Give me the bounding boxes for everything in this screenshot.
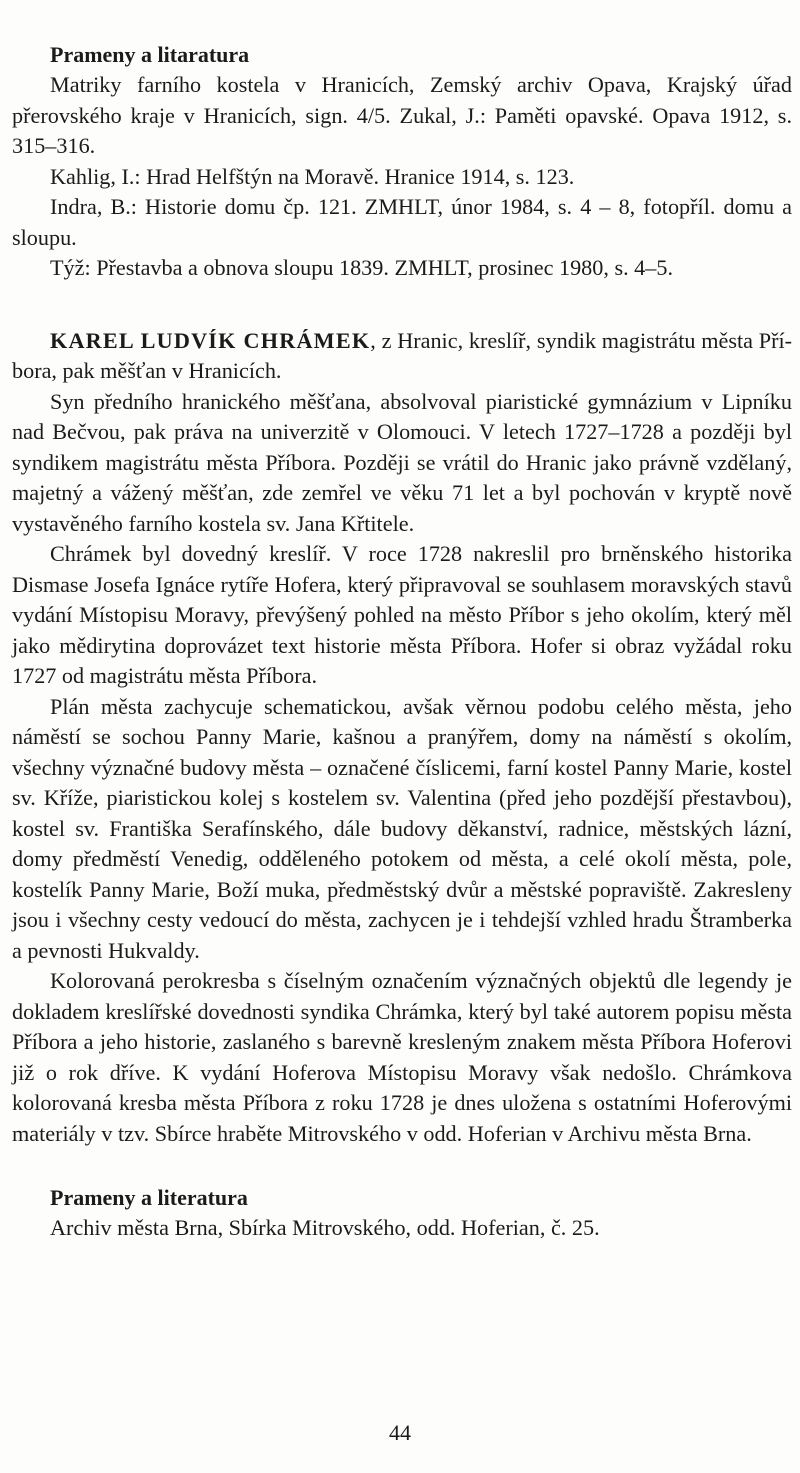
sources-section — [12, 40, 792, 284]
author-description: , z Hranic, kreslíř, syndik magistrátu města Pří-bora, pak měšťan v Hranicích. — [12, 327, 793, 383]
source-entry: Indra, B.: Historie domu čp. 121. ZMHLT, únor 1984, s. 4 – 8, fotopříl. domu a sloupu. — [12, 194, 792, 250]
biography-article — [12, 326, 792, 1150]
page-number: 44 — [389, 1420, 411, 1445]
biography-paragraph: Plán města zachycuje schematickou, avšak věrnou podobu celého města, jeho náměstí se sochou Panny Marie, kašnou a pranýřem, domy na náměstí s okolím, všechny význačné budovy města – označené číslicemi, farní kostel Panny Marie, kostel sv. Kříže, piaristickou kolej s kostelem sv. Valentina (před jeho pozdější přestavbou), kostel sv. Františka Serafínského, dále budovy děkanství, radnice, městských lázní, domy předměstí Venedig, odděleného potokem od města, a celé okolí města, pole, kostelík Panny Marie, Boží muka, předměstský dvůr a městské popraviště. Zakresleny jsou i všechny cesty vedoucí do města, zachycen je i tehdejší vzhled hradu Štramberka a pevnosti Hukvaldy. — [12, 693, 792, 963]
biography-paragraph: Chrámek byl dovedný kreslíř. V roce 1728 nakreslil pro brněnského historika Dismase Josefa Ignáce rytíře Hofera, který připravoval se souhlasem moravských stavů vydání Místopisu Moravy, převýšený pohled na město Příbor s jeho okolím, který měl jako mědirytina doprovázet text historie města Příbora. Hofer si obraz vyžádal roku 1727 od magistrátu města Příbora. — [12, 541, 792, 688]
biography-paragraph: Syn předního hranického měšťana, absolvoval piaristické gymnázium v Lipníku nad Bečvou, pak práva na univerzitě v Olomouci. V letech 1727–1728 a později byl syndikem magistrátu města Příbora. Později se vrátil do Hranic jako právně vzdělaný, majetný a vážený měšťan, zde zemřel ve věku 71 let a byl pochován v kryptě nově vystavěného farního kostela sv. Jana Křtitele. — [12, 388, 792, 536]
literature-heading: Prameny a literatura — [50, 1185, 248, 1210]
source-entry: Kahlig, I.: Hrad Helfštýn na Moravě. Hranice 1914, s. 123. — [50, 163, 575, 189]
source-entry: Matriky farního kostela v Hranicích, Zemský archiv Opava, Krajský úřad přerovského kraje v Hranicích, sign. 4/5. Zukal, J.: Paměti opavské. Opava 1912, s. 315–316. — [12, 72, 792, 158]
sources-heading: Prameny a litaratura — [50, 42, 250, 67]
biography-paragraph: Kolorovaná perokresba s číselným označením význačných objektů dle legendy je dokladem kreslířské dovednosti syndika Chrámka, který byl také autorem popisu města Příbora a jeho historie, zaslaného s barevně kresleným znakem města Příbora Hoferovi již o rok dříve. K vydání Hoferova Místopisu Moravy však nedošlo. Chrámkova kolorovaná kresba města Příbora z roku 1728 je dnes uložena s ostatními Hoferovými materiály v tzv. Sbírce hraběte Mitrovského v odd. Hoferian v Archivu města Brna. — [12, 968, 792, 1146]
biography-intro — [12, 326, 792, 387]
source-entry: Týž: Přestavba a obnova sloupu 1839. ZMHLT, prosinec 1980, s. 4–5. — [50, 255, 674, 280]
literature-entry: Archiv města Brna, Sbírka Mitrovského, odd. Hoferian, č. 25. — [50, 1215, 600, 1240]
document-page — [12, 40, 792, 1244]
author-name: KAREL LUDVÍK CHRÁMEK — [50, 327, 371, 353]
literature-section — [12, 1183, 792, 1244]
